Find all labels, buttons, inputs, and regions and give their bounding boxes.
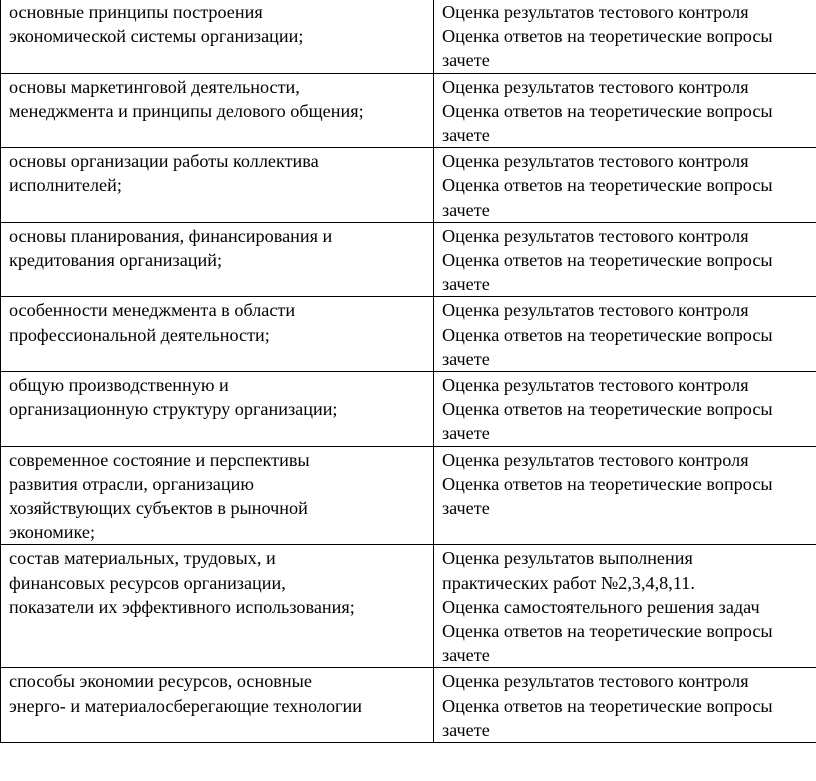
table-row bbox=[1, 668, 816, 743]
assessment-cell bbox=[434, 545, 816, 668]
knowledge-text-line: организационную структуру организации; bbox=[9, 399, 338, 420]
assessment-text-line: зачете bbox=[442, 274, 490, 295]
knowledge-text-line: показатели их эффективного использования; bbox=[9, 596, 355, 617]
assessment-text-line: Оценка ответов на теоретические вопросы bbox=[442, 175, 773, 196]
assessment-text-line: Оценка результатов тестового контроля bbox=[442, 2, 749, 22]
knowledge-text-line: энерго- и материалосберегающие технологии bbox=[9, 695, 362, 716]
knowledge-text-line: финансовых ресурсов организации, bbox=[9, 572, 286, 593]
knowledge-cell bbox=[1, 0, 434, 73]
assessment-cell bbox=[434, 73, 816, 148]
assessment-text-line: Оценка результатов тестового контроля bbox=[442, 449, 749, 470]
assessment-text-line: Оценка ответов на теоретические вопросы bbox=[442, 250, 773, 271]
knowledge-text-line: исполнителей; bbox=[9, 175, 122, 196]
assessment-text-line: Оценка результатов тестового контроля bbox=[442, 300, 749, 321]
knowledge-cell bbox=[1, 148, 434, 223]
knowledge-text-line: хозяйствующих субъектов в рыночной bbox=[9, 498, 308, 519]
assessment-cell bbox=[434, 0, 816, 73]
table-row bbox=[1, 297, 816, 372]
knowledge-text-line: особенности менеджмента в области bbox=[9, 300, 296, 321]
knowledge-text-line: современное состояние и перспективы bbox=[9, 449, 310, 470]
assessment-text-line: зачете bbox=[442, 719, 490, 740]
knowledge-cell bbox=[1, 446, 434, 545]
assessment-text-line: зачете bbox=[442, 423, 490, 444]
assessment-text-line: зачете bbox=[442, 199, 490, 220]
knowledge-text-line: кредитования организаций; bbox=[9, 250, 223, 271]
assessment-text-line: зачете bbox=[442, 125, 490, 146]
assessment-text-line: Оценка результатов тестового контроля bbox=[442, 375, 749, 396]
assessment-cell bbox=[434, 446, 816, 545]
assessment-text-line: Оценка ответов на теоретические вопросы bbox=[442, 473, 773, 494]
assessment-text-line: зачете bbox=[442, 645, 490, 666]
assessment-text-line: Оценка результатов выполнения bbox=[442, 548, 693, 569]
table-row bbox=[1, 0, 816, 73]
assessment-text-line: Оценка ответов на теоретические вопросы bbox=[442, 100, 773, 121]
table-body bbox=[1, 0, 816, 743]
table-row bbox=[1, 148, 816, 223]
assessment-text-line: Оценка самостоятельного решения задач bbox=[442, 596, 760, 617]
knowledge-text-line: общую производственную и bbox=[9, 375, 229, 396]
assessment-text-line: Оценка результатов тестового контроля bbox=[442, 76, 749, 97]
knowledge-cell bbox=[1, 545, 434, 668]
assessment-text-line: Оценка ответов на теоретические вопросы bbox=[442, 324, 773, 345]
assessment-cell bbox=[434, 372, 816, 447]
assessment-text-line: Оценка ответов на теоретические вопросы bbox=[442, 399, 773, 420]
knowledge-text-line: менеджмента и принципы делового общения; bbox=[9, 100, 364, 121]
assessment-cell bbox=[434, 297, 816, 372]
assessment-cell bbox=[434, 668, 816, 743]
knowledge-cell bbox=[1, 73, 434, 148]
knowledge-text-line: основные принципы построения bbox=[9, 2, 263, 22]
assessment-text-line: Оценка результатов тестового контроля bbox=[442, 671, 749, 692]
assessment-text-line: зачете bbox=[442, 348, 490, 369]
table-row bbox=[1, 372, 816, 447]
knowledge-text-line: основы организации работы коллектива bbox=[9, 151, 319, 172]
assessment-text-line: практических работ №2,3,4,8,11. bbox=[442, 572, 695, 593]
knowledge-text-line: состав материальных, трудовых, и bbox=[9, 548, 276, 569]
assessment-text-line: Оценка ответов на теоретические вопросы bbox=[442, 26, 773, 47]
knowledge-cell bbox=[1, 297, 434, 372]
knowledge-cell bbox=[1, 668, 434, 743]
assessment-text-line: Оценка результатов тестового контроля bbox=[442, 225, 749, 246]
knowledge-text-line: профессиональной деятельности; bbox=[9, 324, 270, 345]
table-row bbox=[1, 545, 816, 668]
knowledge-text-line: основы маркетинговой деятельности, bbox=[9, 76, 300, 97]
assessment-cell bbox=[434, 222, 816, 297]
assessment-text-line: зачете bbox=[442, 50, 490, 71]
knowledge-cell bbox=[1, 222, 434, 297]
knowledge-text-line: экономике; bbox=[9, 522, 96, 543]
assessment-cell bbox=[434, 148, 816, 223]
knowledge-text-line: основы планирования, финансирования и bbox=[9, 225, 333, 246]
table-row bbox=[1, 222, 816, 297]
table-row bbox=[1, 446, 816, 545]
table-row bbox=[1, 73, 816, 148]
assessment-text-line: Оценка результатов тестового контроля bbox=[442, 151, 749, 172]
assessment-text-line: Оценка ответов на теоретические вопросы bbox=[442, 695, 773, 716]
assessment-text-line: зачете bbox=[442, 498, 490, 519]
knowledge-cell bbox=[1, 372, 434, 447]
knowledge-text-line: экономической системы организации; bbox=[9, 26, 304, 47]
knowledge-text-line: способы экономии ресурсов, основные bbox=[9, 671, 312, 692]
knowledge-text-line: развития отрасли, организацию bbox=[9, 473, 254, 494]
assessment-text-line: Оценка ответов на теоретические вопросы bbox=[442, 621, 773, 642]
